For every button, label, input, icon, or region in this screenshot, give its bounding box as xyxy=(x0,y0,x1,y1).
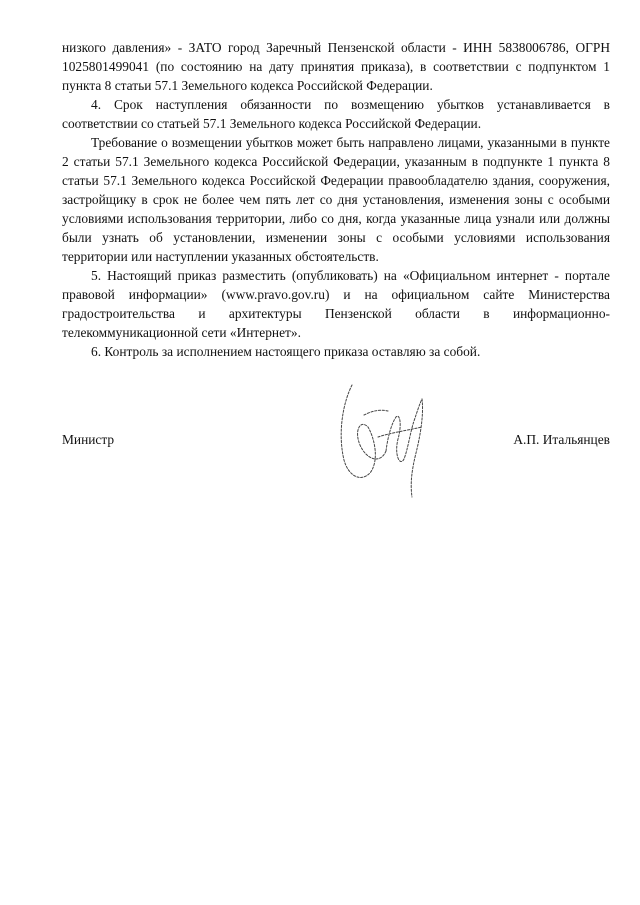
paragraph-item-4: 4. Срок наступления обязанности по возмещению убытков устанавливается в соответствии со статьей 57.1 Земельного кодекса Российской Федерации. xyxy=(62,97,610,131)
paragraph-item-6: 6. Контроль за исполнением настоящего приказа оставляю за собой. xyxy=(91,344,481,359)
handwritten-signature xyxy=(330,375,440,505)
document-body xyxy=(62,38,610,361)
paragraph-continuation: низкого давления» - ЗАТО город Заречный Пензенской области - ИНН 5838006786, ОГРН 1025801499041 (по состоянию на дату принятия приказа), в соответствии с подпунктом 1 пункта 8 статьи 57.1 Земельного кодекса Российской Федерации. xyxy=(62,40,610,93)
paragraph-damages-claim: Требование о возмещении убытков может быть направлено лицами, указанными в пункте 2 статьи 57.1 Земельного кодекса Российской Федерации, указанным в подпункте 1 пункта 8 статьи 57.1 Земельного кодекса Российской Федерации правообладателю здания, сооружения, застройщику в срок не более чем пять лет со дня установления, изменения зоны с особыми условиями использования территории, либо со дня, когда указанные лица узнали или должны были узнать об установлении, изменении зоны с особыми условиями использования территории или наступлении указанных обстоятельств. xyxy=(62,135,610,264)
paragraph-item-5: 5. Настоящий приказ разместить (опубликовать) на «Официальном интернет - портале правовой информации» (www.pravo.gov.ru) и на официальном сайте Министерства градостроительства и архитектуры Пензенской области в информационно-телекоммуникационной сети «Интернет». xyxy=(62,268,610,340)
signer-title: Министр xyxy=(62,432,115,447)
signer-name: А.П. Итальянцев xyxy=(513,432,610,447)
